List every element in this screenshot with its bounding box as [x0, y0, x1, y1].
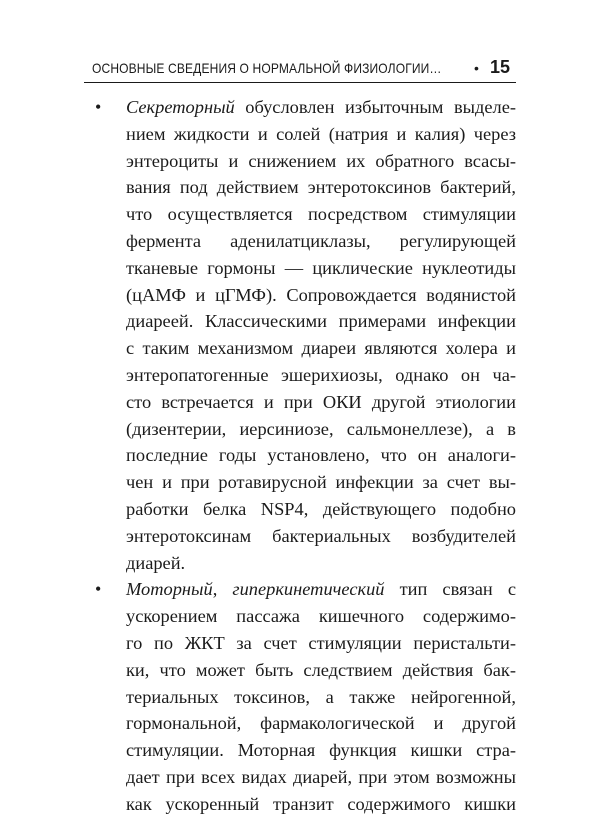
text-line: работки белка NSP4, действующего подобно — [126, 498, 516, 519]
text-line: ки, что может быть следствием действия бак- — [126, 659, 516, 680]
text-line: фермента аденилатциклазы, регулирующей — [126, 230, 516, 251]
text-line: Секреторный обусловлен избыточным выделе- — [126, 97, 516, 117]
text-line: нием жидкости и солей (натрия и калия) через — [126, 123, 516, 144]
bullet-marker: • — [95, 97, 102, 117]
text-line: ускорением пассажа кишечного содержимо- — [126, 606, 516, 627]
text-line: энтеротоксинам бактериальных возбудителей — [126, 525, 516, 546]
text-line: энтеропатогенные эшерихиозы, однако он ча- — [126, 364, 516, 385]
text-line: энтероциты и снижением их обратного всасы- — [126, 150, 516, 171]
text-line: сто встречается и при ОКИ другой этиологии — [126, 391, 516, 412]
text-line: с таким механизмом диареи являются холера и — [126, 338, 516, 359]
bullet-item-motor — [95, 576, 516, 817]
term-hyperkinetic: гиперкинетический — [232, 579, 385, 600]
header-rule — [84, 82, 516, 83]
text-line: териальных токсинов, а также нейрогенной, — [126, 686, 516, 707]
text-line: последние годы установлено, что он аналоги- — [126, 445, 516, 466]
text-line: как ускоренный транзит содержимого кишки — [126, 793, 516, 814]
running-header-title: ОСНОВНЫЕ СВЕДЕНИЯ О НОРМАЛЬНОЙ ФИЗИОЛОГИИ… — [92, 60, 442, 76]
running-header — [84, 56, 514, 82]
text-line: дает при всех видах диарей, при этом возможны — [126, 766, 516, 787]
bullet-item-secretory — [95, 94, 516, 576]
bullet-marker: • — [95, 579, 102, 600]
text-line: Моторный, гиперкинетический тип связан с — [126, 579, 516, 600]
body-text — [95, 94, 516, 818]
page-number: 15 — [489, 57, 510, 77]
text-line: что осуществляется посредством стимуляции — [126, 204, 516, 225]
text-line: тканевые гормоны — циклические нуклеотиды — [126, 257, 516, 278]
text-line: го по ЖКТ за счет стимуляции перистальти- — [126, 632, 516, 653]
text-line: чен и при ротавирусной инфекции за счет вы- — [126, 472, 516, 493]
text-line: гормональной, фармакологической и другой — [126, 713, 516, 734]
term-secretory: Секреторный — [126, 97, 235, 117]
header-separator-dot: • — [474, 60, 479, 76]
text-line: вания под действием энтеротоксинов бактерий, — [126, 177, 516, 198]
text-line: диареей. Классическими примерами инфекции — [126, 311, 516, 332]
text-line: (цАМФ и цГМФ). Сопровождается водянистой — [126, 284, 516, 305]
text-line: стимуляции. Моторная функция кишки стра- — [126, 740, 516, 761]
term-motor: Моторный — [126, 579, 213, 600]
text-line: (дизентерии, иерсиниозе, сальмонеллезе), а в — [126, 418, 516, 439]
text-line: диарей. — [126, 552, 186, 573]
